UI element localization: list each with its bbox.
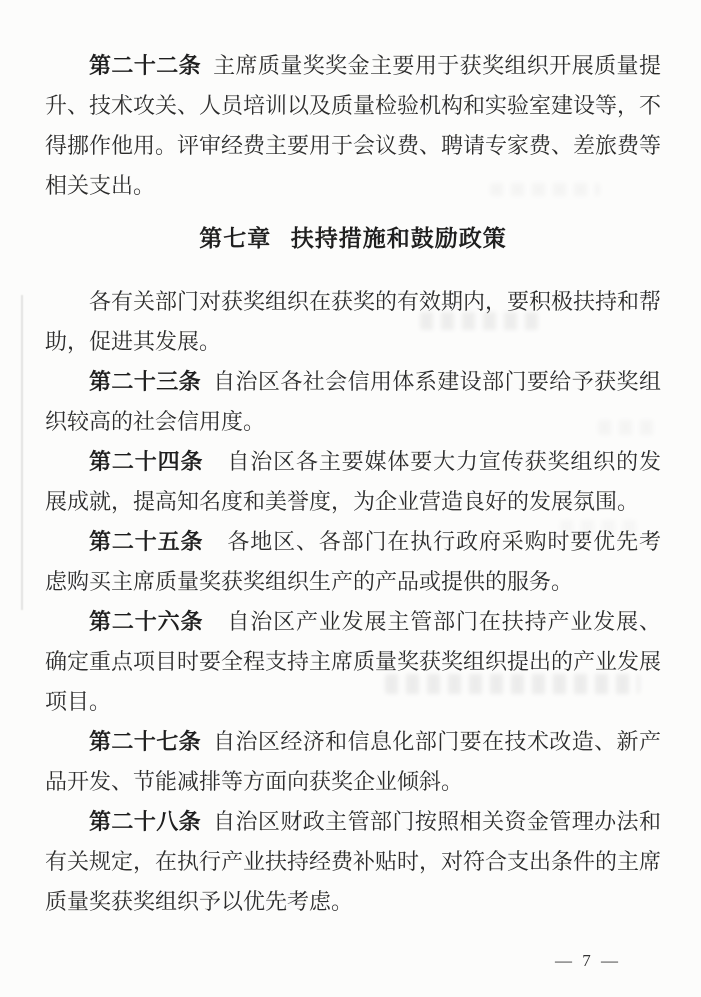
- chapter-title: 扶持措施和鼓励政策: [290, 225, 507, 251]
- article-text: 主席质量奖奖金主要用于获奖组织开展质量提升、技术攻关、人员培训以及质量检验机构和实验室建设等，不得挪作他用。评审经费主要用于会议费、聘请专家费、差旅费等相关支出。: [45, 53, 662, 198]
- article-paragraph-28: [45, 802, 661, 922]
- chapter-heading: [45, 218, 661, 258]
- article-text: 自治区财政主管部门按照相关资金管理办法和有关规定，在执行产业扶持经费补贴时，对符合支出条件的主席质量奖获奖组织予以优先考虑。: [45, 809, 662, 914]
- article-number: 第二十五条: [89, 529, 204, 554]
- article-paragraph-26: [45, 602, 661, 722]
- article-number: 第二十四条: [89, 449, 204, 474]
- article-text: 自治区经济和信息化部门要在技术改造、新产品开发、节能减排等方面向获奖企业倾斜。: [45, 729, 661, 794]
- document-body: [45, 46, 661, 922]
- article-number: 第二十七条: [89, 729, 202, 754]
- chapter-number: 第七章: [199, 225, 272, 251]
- intro-paragraph: [45, 282, 661, 362]
- article-text: 各地区、各部门在执行政府采购时要优先考虑购买主席质量奖获奖组织生产的产品或提供的服务。: [45, 529, 661, 594]
- article-paragraph-23: [45, 362, 661, 442]
- article-number: 第二十八条: [89, 809, 202, 834]
- scan-artifact-line: [21, 295, 23, 610]
- article-paragraph-24: [45, 442, 661, 522]
- intro-text: 各有关部门对获奖组织在获奖的有效期内，要积极扶持和帮助，促进其发展。: [45, 289, 662, 354]
- article-text: 自治区各主要媒体要大力宣传获奖组织的发展成就，提高知名度和美誉度，为企业营造良好的发展氛围。: [45, 449, 661, 514]
- article-paragraph-22: [45, 46, 661, 206]
- article-number: 第二十六条: [89, 609, 204, 634]
- article-text: 自治区各社会信用体系建设部门要给予获奖组织较高的社会信用度。: [45, 369, 661, 434]
- article-paragraph-25: [45, 522, 661, 602]
- article-text: 自治区产业发展主管部门在扶持产业发展、确定重点项目时要全程支持主席质量奖获奖组织提出的产业发展项目。: [45, 609, 662, 714]
- article-number: 第二十二条: [89, 53, 202, 78]
- page-number: — 7 —: [555, 951, 621, 970]
- article-number: 第二十三条: [89, 369, 202, 394]
- article-paragraph-27: [45, 722, 661, 802]
